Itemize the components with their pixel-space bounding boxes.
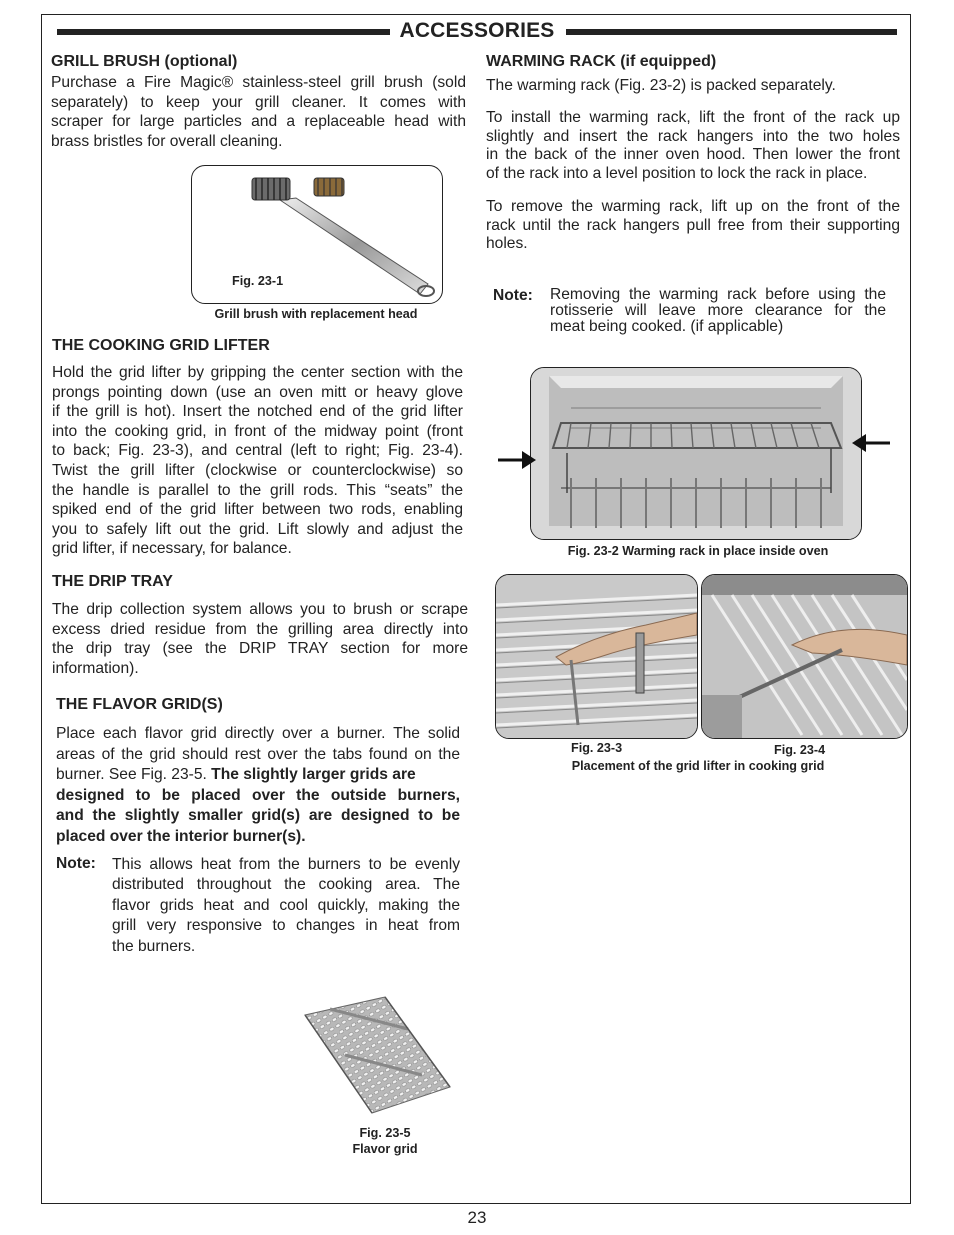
flavor-grid-illustration (300, 995, 455, 1117)
grill-brush-line: brass bristles for overall cleaning. (51, 132, 283, 150)
fig-23-1-caption: Grill brush with replacement head (214, 307, 418, 321)
warming-rack-line: in the back of the inner oven hood. Then lower the front (486, 146, 900, 164)
warming-rack-line: holes. (486, 235, 528, 253)
warming-rack-line: slightly and insert the rack hangers into the two holes (486, 127, 900, 145)
grid-lifter-line: into the cooking grid, in front of the midway point (front (52, 422, 463, 440)
flavor-grid-heading: THE FLAVOR GRID(S) (56, 696, 223, 713)
arrow-left-icon (850, 432, 890, 454)
grid-lifter-body (52, 363, 463, 559)
flavor-grid-bold-line: and the slightly smaller grid(s) are designed to be (56, 807, 460, 825)
grid-lifter-line: Twist the grill lifter (clockwise or counterclockwise) so (52, 461, 463, 479)
grill-brush-illustration (192, 166, 442, 303)
grid-lifter-line: if the grill is hot). Insert the notched end of the grid lifter (52, 403, 463, 421)
warming-rack-line: of the rack into a level position to lock the rack in place. (486, 164, 868, 182)
flavor-grid-note-line: This allows heat from the burners to be evenly (112, 856, 460, 873)
fig-23-4-label: Fig. 23-4 (774, 743, 826, 757)
flavor-grid-note-line: grill very responsive to changes in heat from (112, 917, 460, 935)
drip-tray-body (52, 600, 468, 678)
grill-brush-line: Purchase a Fire Magic® stainless-steel grill brush (sold (51, 74, 466, 91)
warming-rack-para1: The warming rack (Fig. 23-2) is packed separately. (486, 77, 836, 94)
grid-lifter-heading: THE COOKING GRID LIFTER (52, 337, 270, 354)
grid-lifter-line: you to safely lift out the grid. Lift slowly and adjust the (52, 520, 463, 538)
fig-23-3-photo (495, 574, 698, 739)
warming-rack-heading: WARMING RACK (if equipped) (486, 53, 717, 70)
page-number: 23 (467, 1208, 487, 1227)
fig-23-2-caption: Fig. 23-2 Warming rack in place inside oven (567, 544, 829, 558)
warming-rack-note-line: rotisserie will leave more clearance for the (550, 302, 886, 319)
drip-tray-line: The drip collection system allows you to brush or scrape (52, 601, 468, 618)
warming-rack-line: To remove the warming rack, lift up on the front of the (486, 198, 900, 215)
page-title: ACCESSORIES (399, 19, 555, 42)
warming-rack-note-line: meat being cooked. (if applicable) (550, 318, 784, 335)
warming-rack-para2 (486, 109, 900, 183)
fig-23-5-caption: Flavor grid (352, 1142, 418, 1156)
flavor-grid-bold-line: placed over the interior burner(s). (56, 827, 306, 845)
warming-rack-para3 (486, 198, 900, 254)
fig-23-5-label: Fig. 23-5 (359, 1126, 411, 1140)
fig-23-3-label: Fig. 23-3 (571, 741, 623, 755)
grid-lifter-line: to back; Fig. 23-3), and central (left to right; Fig. 23-4). (52, 442, 463, 460)
drip-tray-line: excess dried residue from the grilling area directly into (52, 620, 468, 638)
warming-rack-note-label: Note: (493, 287, 533, 304)
warming-rack-note-line: Removing the warming rack before using the (550, 286, 886, 303)
flavor-grid-line-with-bold (56, 765, 460, 786)
drip-tray-line: the drip tray (see the DRIP TRAY section for more (52, 640, 468, 658)
flavor-grid-note-line: distributed throughout the cooking area. The (112, 876, 460, 894)
grid-lifter-line: spiked end of the grid lifter between two rods, enabling (52, 501, 463, 519)
flavor-grid-note-body (112, 855, 460, 957)
warming-rack-line: rack until the rack hangers pull free from their supporting (486, 216, 900, 234)
warming-rack-note-body (550, 287, 886, 335)
flavor-grid-line: areas of the grid should rest over the tabs found on the (56, 745, 460, 763)
arrow-right-icon (498, 449, 538, 471)
flavor-grid-bold-line: designed to be placed over the outside burners, (56, 786, 460, 804)
grid-lifter-line: grid lifter, if necessary, for balance. (52, 540, 292, 558)
flavor-grid-bold-inline: The slightly larger grids are (211, 766, 416, 784)
flavor-grid-note-line: the burners. (112, 937, 196, 955)
grill-brush-body (51, 73, 466, 151)
flavor-grid-note-line: flavor grids heat and cool quickly, making the (112, 896, 460, 914)
drip-tray-heading: THE DRIP TRAY (52, 573, 173, 590)
drip-tray-line: information). (52, 659, 139, 677)
fig-23-1-label: Fig. 23-1 (232, 274, 284, 288)
flavor-grid-line: burner. See Fig. 23-5. (56, 766, 207, 784)
flavor-grid-note-label: Note: (56, 855, 96, 872)
warming-rack-line: To install the warming rack, lift the front of the rack up (486, 109, 900, 126)
grill-brush-figure (191, 165, 443, 304)
grid-lifter-line: the handle is parallel to the grill rods. This “seats” the (52, 481, 463, 499)
warming-rack-figure (530, 367, 862, 540)
flavor-grid-line: Place each flavor grid directly over a burner. The solid (56, 725, 460, 742)
grill-brush-line: scraper for large particles and a replaceable head with (51, 113, 466, 131)
grid-lifter-line: prongs pointing down (use an oven mitt or heavy glove (52, 383, 463, 401)
fig-23-4-photo (701, 574, 908, 739)
flavor-grid-body (56, 724, 460, 848)
grill-brush-heading: GRILL BRUSH (optional) (51, 53, 238, 70)
grid-lifter-side-illustration (702, 575, 907, 738)
grid-lifter-front-illustration (496, 575, 697, 738)
warming-rack-illustration (531, 368, 861, 539)
grid-lifter-figs-caption: Placement of the grid lifter in cooking grid (571, 759, 825, 773)
grid-lifter-line: Hold the grid lifter by gripping the center section with the (52, 364, 463, 381)
grill-brush-line: separately) to keep your grill cleaner. It comes with (51, 93, 466, 111)
